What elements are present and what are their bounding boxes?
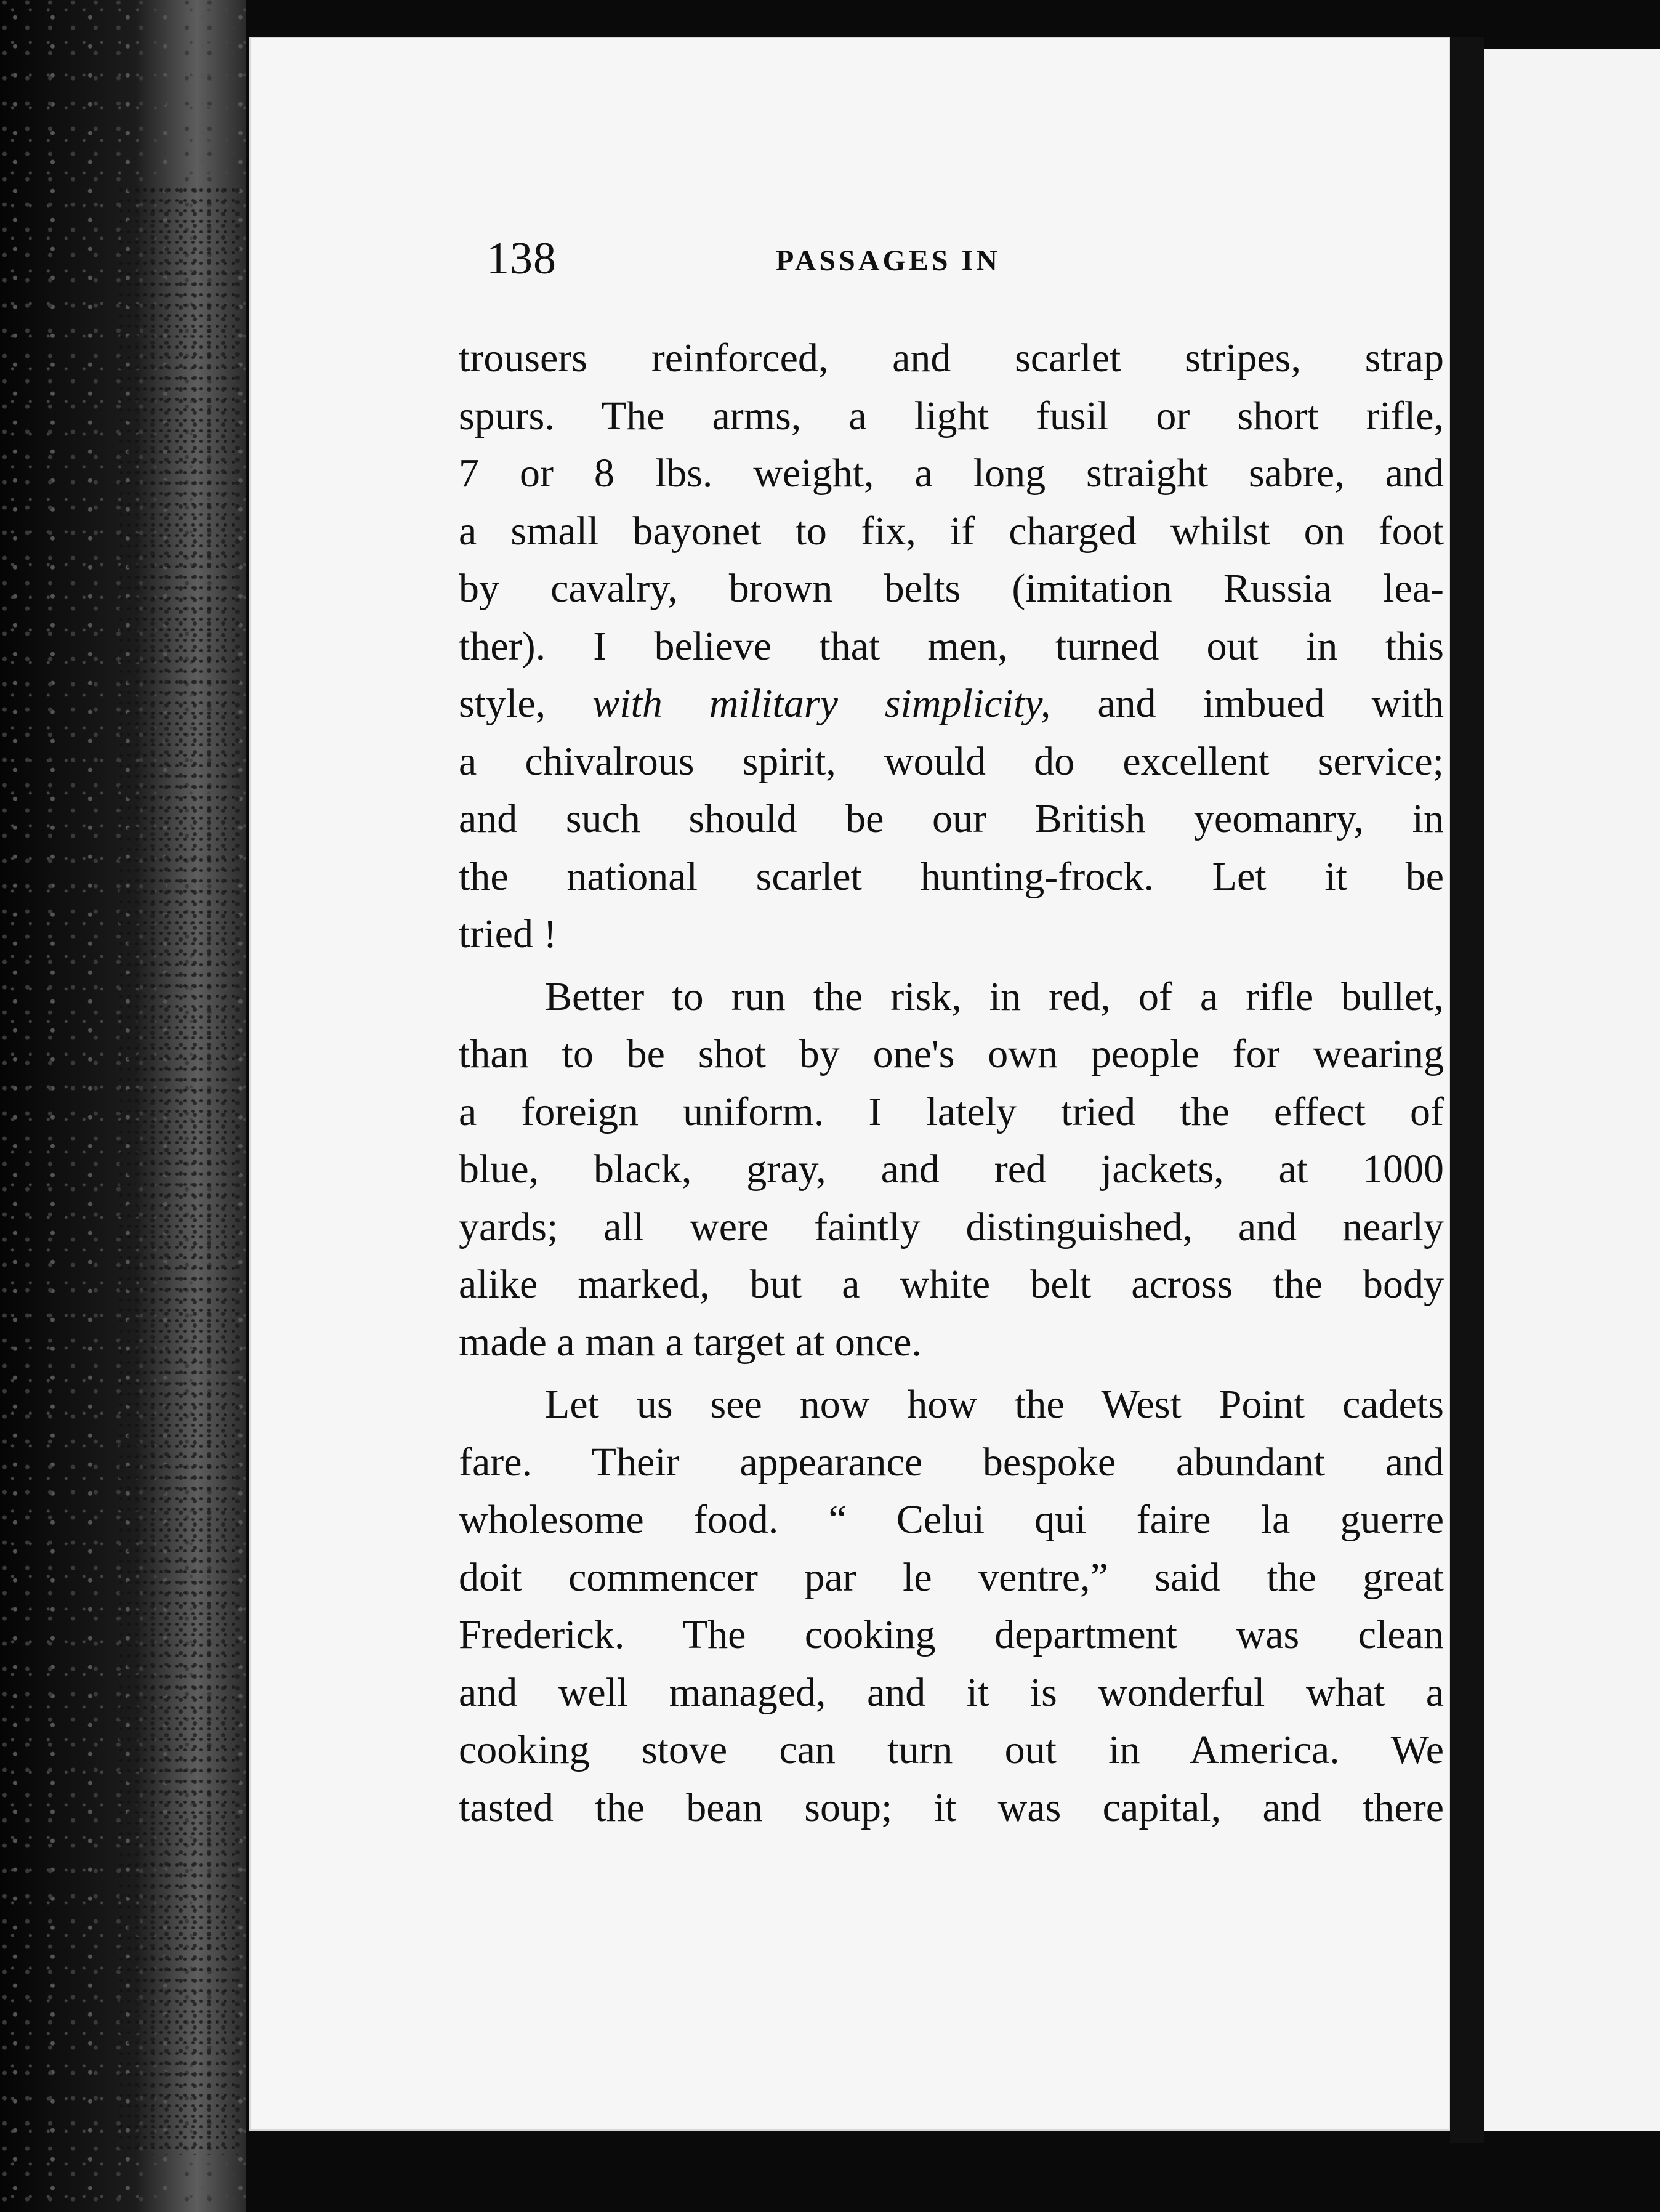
- text-line: yards; all were faintly distinguished, and nearly: [459, 1204, 1444, 1249]
- text-line: made a man a target at once.: [459, 1319, 922, 1365]
- running-head: PASSAGES IN: [776, 244, 1001, 277]
- facing-page-edge: [1484, 49, 1660, 2131]
- text-line: a chivalrous spirit, would do excellent service;: [459, 738, 1444, 784]
- text-line: blue, black, gray, and red jackets, at 1000: [459, 1147, 1444, 1192]
- text-line: and well managed, and it is wonderful what a: [459, 1669, 1444, 1715]
- page-header: [486, 233, 1441, 294]
- text-line: a foreign uniform. I lately tried the effect of: [459, 1089, 1444, 1134]
- text-line: wholesome food. “ Celui qui faire la guerre: [459, 1497, 1444, 1542]
- text-line: tasted the bean soup; it was capital, and there: [459, 1785, 1444, 1830]
- dark-scan-margin: [0, 0, 246, 2212]
- text-line: than to be shot by one's own people for wearing: [459, 1031, 1444, 1076]
- text-line: the national scarlet hunting-frock. Let it be: [459, 854, 1444, 899]
- text-line: alike marked, but a white belt across the body: [459, 1262, 1444, 1307]
- body-text: [459, 329, 1444, 1836]
- text-line: trousers reinforced, and scarlet stripes, strap: [459, 336, 1444, 381]
- text-line: tried !: [459, 911, 557, 956]
- page-number: 138: [486, 233, 557, 284]
- text-line: fare. Their appearance bespoke abundant and: [459, 1439, 1444, 1485]
- text-line: ther). I believe that men, turned out in this: [459, 623, 1444, 669]
- paragraph-first-line: Better to run the risk, in red, of a rifle bullet,: [545, 974, 1444, 1019]
- text-line: a small bayonet to fix, if charged whilst on foot: [459, 508, 1444, 554]
- text-line: spurs. The arms, a light fusil or short rifle,: [459, 393, 1444, 438]
- page-gutter: [1450, 37, 1484, 2143]
- text-run: style,: [459, 681, 593, 726]
- text-line-with-italic: [459, 675, 1444, 733]
- text-line: doit commencer par le ventre,” said the great: [459, 1554, 1444, 1600]
- italic-phrase: with military simplicity,: [592, 681, 1051, 726]
- text-line: Frederick. The cooking department was clean: [459, 1612, 1444, 1657]
- text-line: by cavalry, brown belts (imitation Russia lea-: [459, 566, 1444, 611]
- text-line: cooking stove can turn out in America. We: [459, 1727, 1444, 1772]
- text-line: 7 or 8 lbs. weight, a long straight sabre, and: [459, 451, 1444, 496]
- text-run: and imbued with: [1050, 681, 1444, 726]
- book-page: [249, 37, 1450, 2131]
- text-line: and such should be our British yeomanry, in: [459, 796, 1444, 841]
- paragraph-first-line: Let us see now how the West Point cadets: [545, 1382, 1444, 1427]
